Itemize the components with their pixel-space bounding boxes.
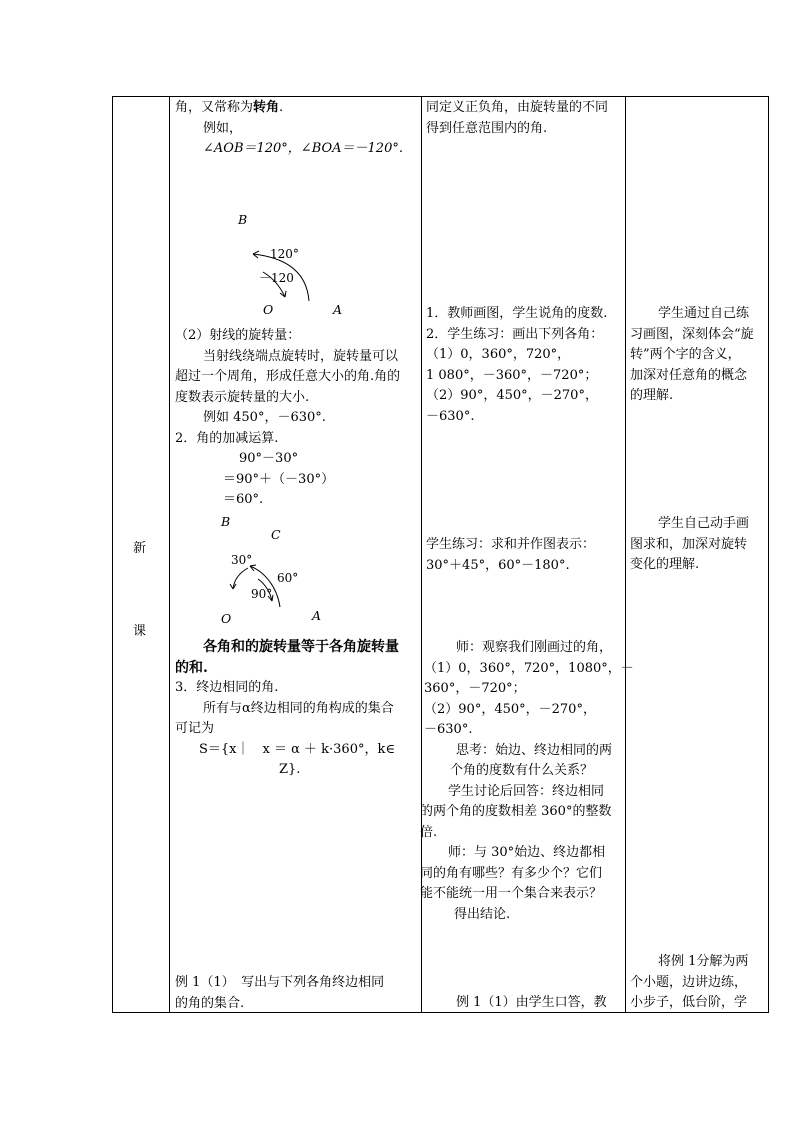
intent-block-c [630,952,748,1014]
activity-line: 学生讨论后回答：终边相同 [448,783,605,799]
content-line: 超过一个周角，形成任意大小的角.角的 [175,369,401,384]
content-line: 例如 450°，－630°. [203,410,326,425]
content-column [175,98,403,160]
content-line: 的角的集合. [175,995,245,1011]
activity-line: 同定义正负角，由旋转量的不同 [426,100,609,115]
intent-block-b [630,514,749,576]
bold-statement: 的和. [175,659,208,676]
intent-line: 习画图，深刻体会“旋 [630,326,754,342]
fig2-label-c: C [271,527,281,542]
calc-line: ＝60°. [223,492,264,507]
example-text [175,973,384,1014]
activity-line: （2）90°，450°，－270°， [424,701,596,717]
activity-line: （1）0，360°，720°， [426,347,571,362]
activity-line: 个角的度数有什么关系？ [450,763,594,778]
activity-line: 1 080°，－360°，－720°； [426,367,598,383]
activity-line: 30°＋45°，60°－180°. [426,557,570,573]
intent-line: 加深对任意角的概念 [630,367,748,383]
activity-block-d [420,638,634,925]
fig1-label-o: O [263,302,274,317]
content-line: 度数表示旋转量的大小. [175,389,310,405]
fig1-label-a: A [333,302,343,317]
fig2-label-90: 90° [251,587,273,601]
activity-block-e [456,993,607,1014]
intent-line: 转”两个字的含义， [630,347,741,362]
content-line: 当射线绕端点旋转时，旋转量可以 [203,348,399,364]
activity-line: 师：观察我们刚画过的角， [456,640,613,655]
fig2-label-60: 60° [277,571,299,585]
activity-line: 能不能统一用一个集合来表示？ [420,886,603,901]
activity-line: （2）90°，450°，－270°， [426,388,598,403]
intent-block-a [630,304,754,407]
activity-line: －630°. [424,722,473,737]
activity-line: －630°. [426,408,475,424]
activity-column [426,98,608,139]
fig2-label-a: A [312,608,322,623]
content-line: 可记为 [175,721,215,736]
activity-line: 的两个角的度数相差 360°的整数 [420,804,612,819]
activity-line: （1）0，360°，720°，1080°，－ [424,660,634,676]
content-column-part2 [175,326,400,511]
section-label-ke: 课 [133,624,147,639]
bold-statement: 各角和的旋转量等于各角旋转量 [203,639,399,655]
fig1-label-pos: 120° [270,247,299,261]
activity-line: 倍. [420,824,438,840]
content-line: 所有与α终边相同的角构成的集合 [203,700,394,716]
content-line: 例如， [203,120,243,136]
activity-line: 2．学生练习：画出下列各角： [426,326,604,342]
content-column-part3 [175,637,399,781]
content-line: ∠AOB＝120°，∠BOA＝－120°. [203,141,403,156]
calc-line: 90°－30° [239,451,299,466]
activity-line: 得出结论. [454,906,511,922]
intent-line: 变化的理解. [630,557,700,572]
activity-block-c [426,535,595,576]
activity-line: 师：与 30°始边、终边都相 [448,845,606,860]
intent-line: 小步子，低台阶，学 [630,995,748,1010]
activity-block-b [426,304,607,427]
content-line: 角，又常称为转角. [175,100,284,115]
intent-line: 的理解. [630,388,674,403]
column-divider-1 [169,97,170,1012]
activity-line: 1．教师画图，学生说角的度数. [426,306,608,321]
fig2-label-o: O [221,611,232,626]
intent-line: 将例 1分解为两 [658,954,749,969]
intent-line: 学生通过自己练 [658,306,750,321]
fig2-label-30: 30° [231,553,253,567]
activity-line: 360°，－720°； [424,681,526,696]
calc-line: ＝90°＋（－30°） [223,471,335,487]
content-line: （2）射线的旋转量： [175,328,301,343]
section-label-xin: 新 [133,541,147,556]
set-formula: Z}. [279,762,301,777]
fig1-label-neg: －120 [259,271,294,285]
content-line: 3．终边相同的角. [175,680,279,695]
activity-line: 学生练习：求和并作图表示： [426,537,596,552]
intent-line: 个小题，边讲边练， [630,974,748,990]
activity-line: 例 1（1）由学生口答，教 [456,995,607,1010]
content-line: 2．角的加减运算. [175,430,279,446]
set-formula: S＝{x｜ x ＝ α ＋ k·360°，k∈ [199,741,395,757]
fig1-rotation-arcs [245,240,325,310]
intent-line: 图求和，加深对旋转 [630,536,748,552]
activity-line: 同的角有哪些？有多少个？它们 [420,865,603,881]
intent-line: 学生自己动手画 [658,516,750,531]
fig1-label-b: B [238,212,248,227]
content-line: 例 1（1） 写出与下列各角终边相同 [175,975,385,990]
fig2-rotation-arcs [225,555,295,615]
activity-line: 得到任意范围内的角. [426,120,548,136]
fig2-label-b: B [221,514,231,529]
activity-line: 思考：始边、终边相同的两 [456,742,613,758]
